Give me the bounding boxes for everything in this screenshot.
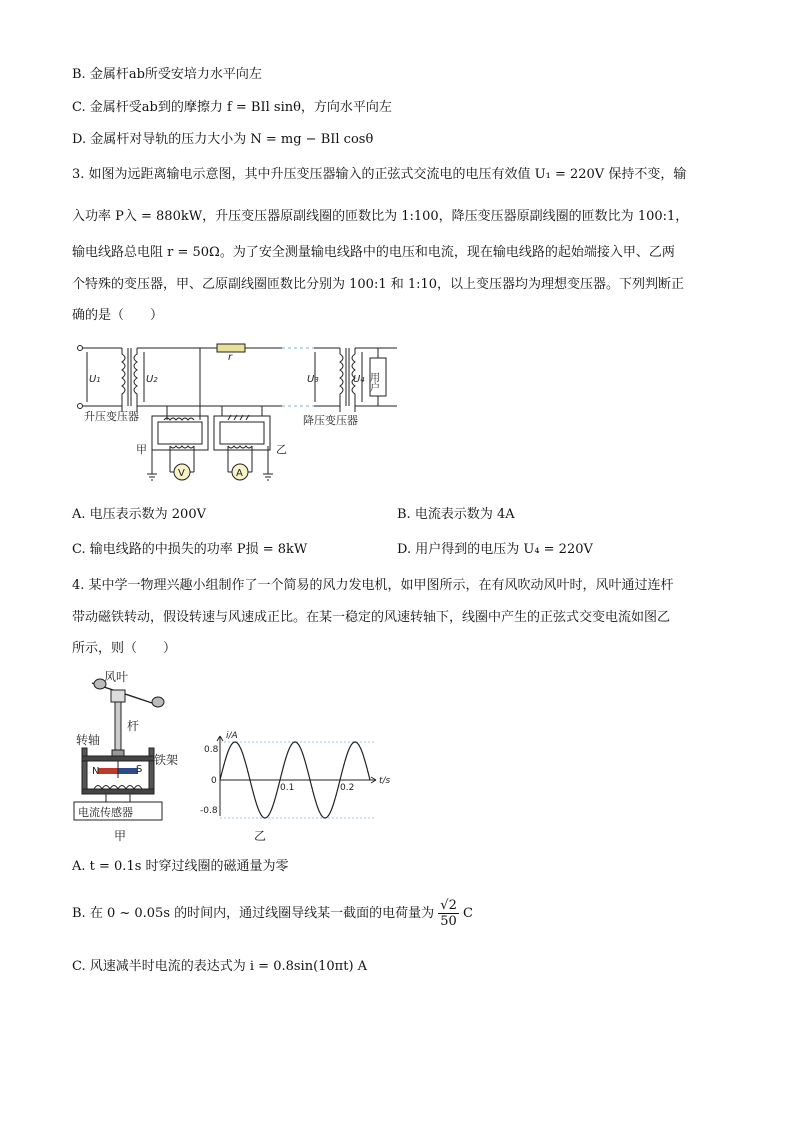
q2-option-b: B. 金属杆ab所受安培力水平向左 <box>72 67 262 82</box>
q3-option-a: A. 电压表示数为 200V <box>72 507 206 522</box>
u3-label: U <box>307 374 315 385</box>
q4-option-c: C. 风速减半时电流的表达式为 i = 0.8sin(10πt) A <box>72 959 368 974</box>
u2-sub: 2 <box>153 376 158 384</box>
rod-label: 杆 <box>127 719 140 733</box>
charge-fraction <box>438 898 459 929</box>
q3-stem-line1: 3. 如图为远距离输电示意图，其中升压变压器输入的正弦式交流电的电压有效值 U₁ = 220V 保持不变，输 <box>72 167 687 182</box>
q4-stem-line1: 4. 某中学一物理兴趣小组制作了一个简易的风力发电机，如甲图所示，在有风吹动风叶时，风叶通过连杆 <box>72 578 674 593</box>
x-tick-0.2: 0.2 <box>340 783 355 793</box>
y-axis-label: i/A <box>226 731 238 741</box>
q3-stem-line5: 确的是（ ） <box>72 308 164 323</box>
q3-option-b: B. 电流表示数为 4A <box>397 507 515 522</box>
current-sensor-label: 电流传感器 <box>78 806 133 819</box>
q4-option-b-text: B. 在 0 ~ 0.05s 的时间内，通过线圈导线某一截面的电荷量为 <box>72 906 435 921</box>
u1-sub: 1 <box>96 376 101 384</box>
step-up-transformer-label: 升压变压器 <box>84 410 139 423</box>
q4-stem-line2: 带动磁铁转动，假设转速与风速成正比。在某一稳定的风速转轴下，线圈中产生的正弦式交变电流如图乙 <box>72 610 671 625</box>
q4-stem-line3: 所示，则（ ） <box>72 641 177 656</box>
q2-option-d: D. 金属杆对导轨的压力大小为 N = mg − BIl cosθ <box>72 132 374 147</box>
u3-sub: 3 <box>314 376 319 384</box>
north-pole-label: N <box>92 766 100 777</box>
q3-stem-line2: 入功率 P入 = 880kW，升压变压器原副线圈的匝数比为 1:100，降压变压器原副线圈的匝数比为 100:1， <box>72 209 689 224</box>
u1-label: U <box>89 374 97 385</box>
q4-option-a: A. t = 0.1s 时穿过线圈的磁通量为零 <box>72 859 289 874</box>
jia-label: 甲 <box>136 443 147 456</box>
shaft-label: 转轴 <box>76 733 101 747</box>
u4-label: U <box>353 374 361 385</box>
charge-unit: C <box>462 906 473 921</box>
u4-sub: 4 <box>360 376 365 384</box>
yi-label: 乙 <box>276 443 287 456</box>
y-tick-neg0.8: -0.8 <box>200 806 218 816</box>
q4-option-b <box>72 898 473 929</box>
q2-option-c: C. 金属杆受ab到的摩擦力 f = BIl sinθ，方向水平向左 <box>72 100 392 115</box>
fraction-numerator: √2 <box>440 898 457 913</box>
q4-current-chart <box>198 728 408 846</box>
q3-transmission-circuit-figure <box>72 340 412 490</box>
fraction-denominator: 50 <box>440 914 457 929</box>
y-tick-0: 0 <box>211 776 217 786</box>
q3-option-d: D. 用户得到的电压为 U₄ = 220V <box>397 542 593 557</box>
x-axis-label: t/s <box>379 776 391 786</box>
svg-text:U3 <box>307 374 319 385</box>
svg-text:U4 <box>353 374 365 385</box>
voltmeter-label: V <box>178 468 185 479</box>
resistor-r-label: r <box>228 352 233 363</box>
iron-frame-label: 铁架 <box>154 753 179 767</box>
svg-text:U1 <box>89 374 101 385</box>
step-down-transformer-label: 降压变压器 <box>303 414 358 427</box>
q3-stem-line4: 个特殊的变压器，甲、乙原副线圈匝数比分别为 100:1 和 1:10，以上变压器均为理想变压器。下列判断正 <box>72 277 685 292</box>
u2-label: U <box>146 374 154 385</box>
svg-text:U2 <box>146 374 158 385</box>
blade-label: 风叶 <box>104 670 129 684</box>
x-tick-0.1: 0.1 <box>280 783 295 793</box>
y-tick-0.8: 0.8 <box>204 745 219 755</box>
south-pole-label: S <box>136 764 143 775</box>
ammeter-label: A <box>236 468 243 479</box>
figure-jia-caption: 甲 <box>114 829 127 843</box>
q4-wind-generator-figure <box>72 668 179 848</box>
figure-yi-caption: 乙 <box>254 829 267 843</box>
q3-option-c: C. 输电线路的中损失的功率 P损 = 8kW <box>72 542 308 557</box>
q3-stem-line3: 输电线路总电阻 r = 50Ω。为了安全测量输电线路中的电压和电流，现在输电线路的起始端接入甲、乙两 <box>72 245 675 260</box>
user-label: 用户 <box>367 372 379 392</box>
